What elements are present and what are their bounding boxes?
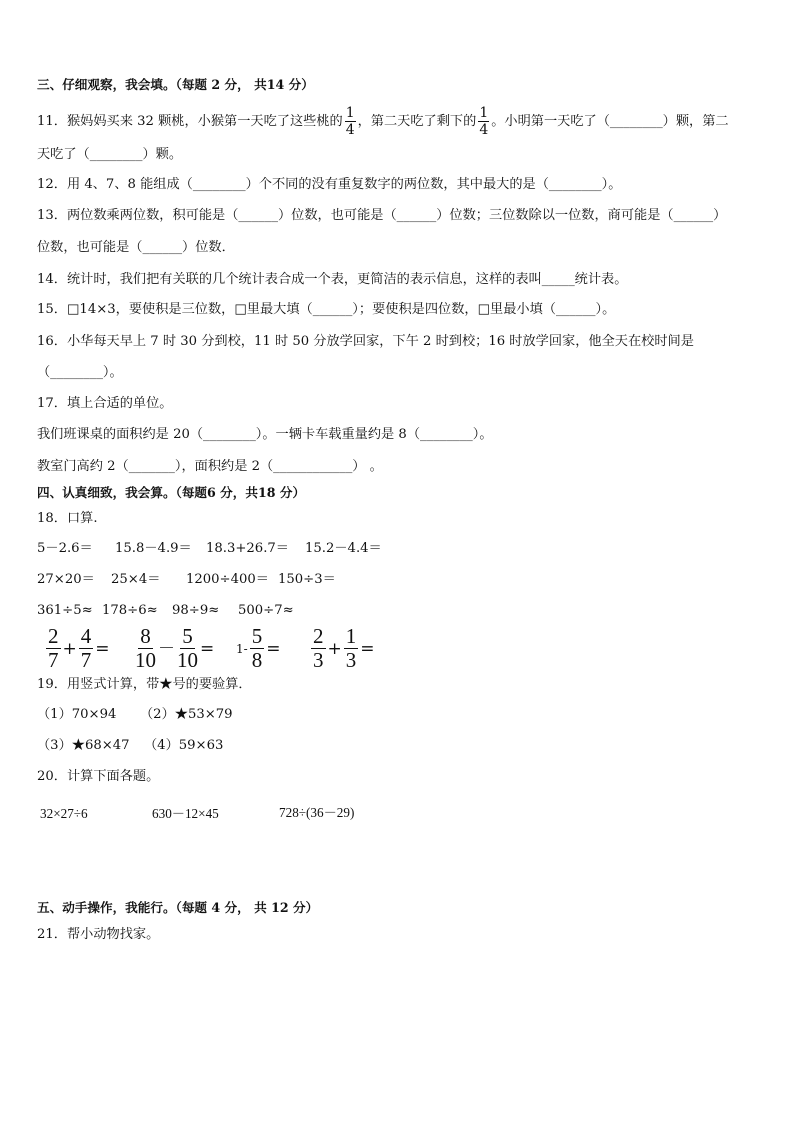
question-12: 12．用 4、7、8 能组成（________）个不同的没有重复数字的两位数，其中最大的是（________）。 <box>37 177 622 192</box>
fraction-expression: $\frac{8}{10}$ － $\frac{5}{10}$ = <box>135 624 215 672</box>
calc-expression: 728÷(36－29) <box>279 805 355 820</box>
section3-heading: 三、仔细观察，我会填。（每题 2 分， 共14 分） <box>37 77 314 92</box>
question-17-line1: 我们班课桌的面积约是 20（________）。一辆卡车载重量约是 8（________）。 <box>37 427 493 442</box>
section4-heading: 四、认真细致，我会算。（每题6 分，共18 分） <box>37 485 306 500</box>
question-19: 19．用竖式计算，带★号的要验算． <box>37 677 252 692</box>
fraction-expression: $\frac{2}{3}$ + $\frac{1}{3}$ = <box>313 624 375 672</box>
mental-calc: 1200÷400＝ <box>186 572 269 587</box>
section5-heading: 五、动手操作，我能行。（每题 4 分， 共 12 分） <box>37 900 319 915</box>
fraction-one-quarter: $\frac{1}{4}$ <box>479 105 489 138</box>
question-18: 18．口算. <box>37 511 98 526</box>
vertical-calc-item: （4）59×63 <box>144 738 224 753</box>
question-17-line2: 教室门高约 2（_______），面积约是 2（____________） 。 <box>37 459 383 474</box>
question-16-line2: （________）。 <box>37 365 123 380</box>
vertical-calc-item: （2）★53×79 <box>140 707 233 722</box>
question-20: 20．计算下面各题。 <box>37 769 160 784</box>
fraction-expression: $\frac{2}{7}$ + $\frac{4}{7}$ = <box>48 624 110 672</box>
calc-expression: 32×27÷6 <box>40 806 88 821</box>
vertical-calc-item: （1）70×94 <box>37 707 117 722</box>
calc-expression: 630－12×45 <box>152 806 219 821</box>
mental-calc: 361÷5≈ <box>37 603 93 618</box>
question-11-line2: 天吃了（________）颗。 <box>37 147 183 162</box>
mental-calc: 5－2.6＝ <box>37 541 93 556</box>
question-17: 17．填上合适的单位。 <box>37 396 173 411</box>
mental-calc: 500÷7≈ <box>238 603 294 618</box>
mental-calc: 18.3+26.7＝ <box>206 541 289 556</box>
question-15: 15．□14×3，要使积是三位数，□里最大填（______）；要使积是四位数，□里最小填（______）。 <box>37 302 616 317</box>
mental-calc: 15.2－4.4＝ <box>305 541 382 556</box>
fraction-one-quarter: $\frac{1}{4}$ <box>345 105 355 138</box>
mental-calc: 15.8－4.9＝ <box>115 541 192 556</box>
vertical-calc-item: （3）★68×47 <box>37 738 130 753</box>
mental-calc: 25×4＝ <box>111 572 161 587</box>
mental-calc: 150÷3＝ <box>278 572 336 587</box>
fraction-expression: 1- $\frac{5}{8}$ = <box>236 624 281 672</box>
question-14: 14．统计时，我们把有关联的几个统计表合成一个表，更简洁的表示信息，这样的表叫_____统计表。 <box>37 272 628 287</box>
question-13-line1: 13．两位数乘两位数，积可能是（______）位数，也可能是（______）位数；三位数除以一位数，商可能是（______） <box>37 208 727 223</box>
question-13-line2: 位数，也可能是（______）位数． <box>37 240 235 255</box>
mental-calc: 98÷9≈ <box>172 603 220 618</box>
question-11: 11．猴妈妈买来 32 颗桃，小猴第一天吃了这些桃的 $\frac{1}{4}$ ，第二天吃了剩下的 $\frac{1}{4}$ 。小明第一天吃了（________）颗，第二 <box>37 105 729 138</box>
mental-calc: 27×20＝ <box>37 572 95 587</box>
question-21: 21．帮小动物找家。 <box>37 927 160 942</box>
mental-calc: 178÷6≈ <box>102 603 158 618</box>
question-16-line1: 16．小华每天早上 7 时 30 分到校，11 时 50 分放学回家，下午 2 时到校；16 时放学回家，他全天在校时间是 <box>37 334 694 349</box>
